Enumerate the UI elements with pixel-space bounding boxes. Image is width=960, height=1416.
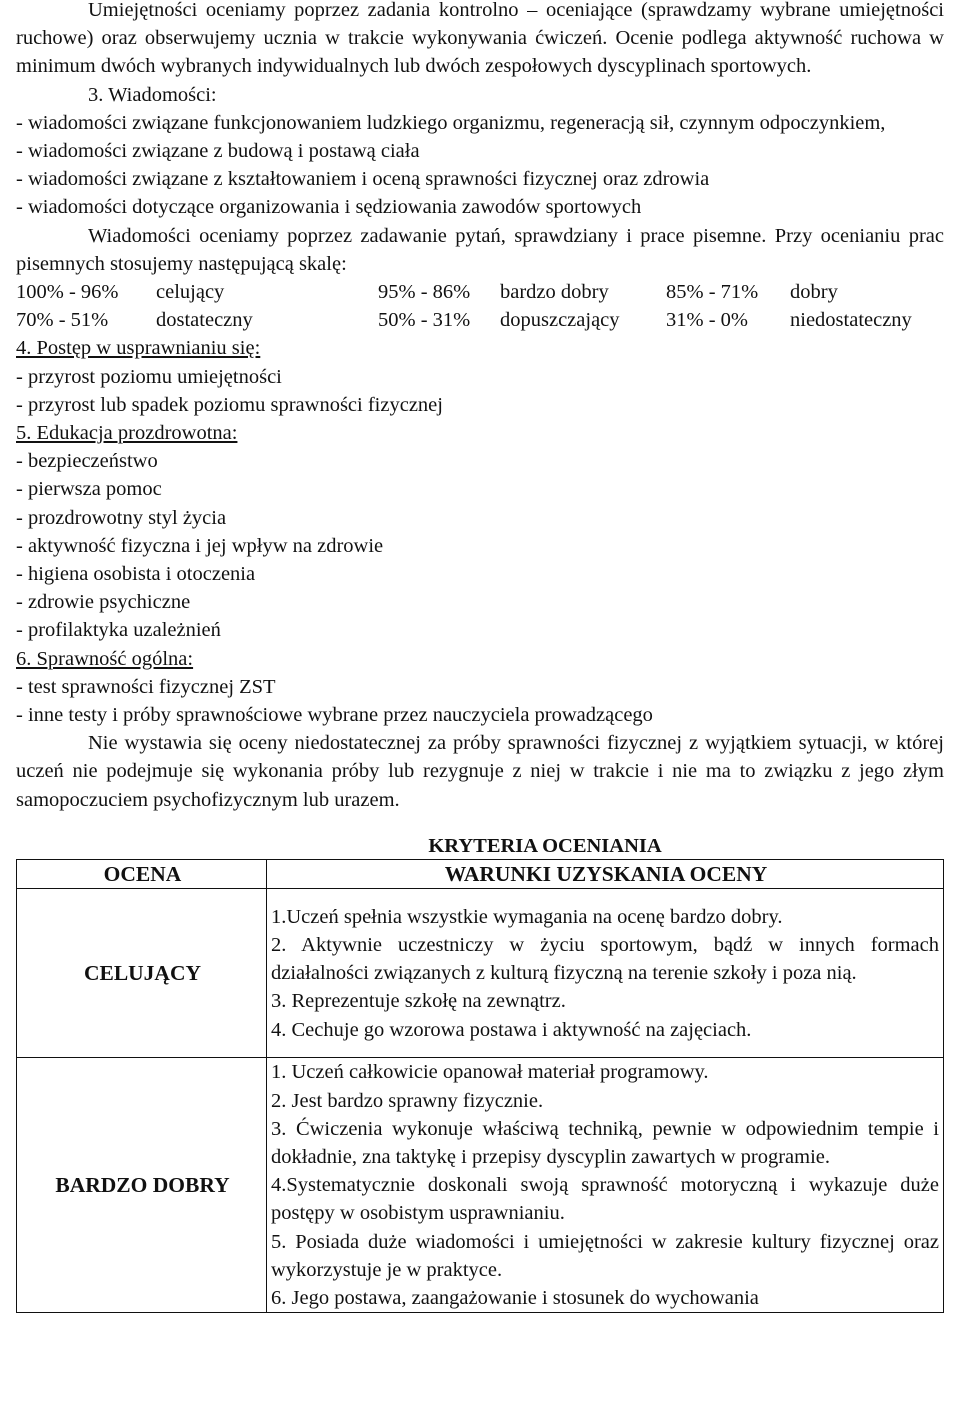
section-5-item: - bezpieczeństwo [16,450,158,473]
conditions-cell [267,889,944,1058]
section-5-item: - pierwsza pomoc [16,478,162,501]
grading-scale-row [16,278,944,306]
grade-cell: BARDZO DOBRY [17,1058,267,1313]
scale-range: 100% - 96% [16,281,119,304]
scale-grade: dobry [790,281,838,304]
column-header-grade: OCENA [17,860,267,889]
condition-item: 2. Aktywnie uczestniczy w życiu sportowym, bądź w innych formach działalności związanych z kulturą fizyczną na terenie szkoły i poza nią. [271,933,939,985]
section-5-item: - profilaktyka uzależnień [16,619,221,642]
condition-item: 1.Uczeń spełnia wszystkie wymagania na ocenę bardzo dobry. [271,905,783,928]
condition-item: 2. Jest bardzo sprawny fizycznie. [271,1089,544,1112]
scale-grade: bardzo dobry [500,281,609,304]
intro-paragraph: Umiejętności oceniamy poprzez zadania kontrolno – oceniające (sprawdzamy wybrane umiejętności ruchowe) oraz obserwujemy ucznia w trakcie wykonywania ćwiczeń. Ocenie podlega aktywność ruchowa w minimum dwóch wybranych indywidualnych lub dwóch zespołowych dyscyplinach sportowych. [16,0,944,78]
section-3-item: - wiadomości dotyczące organizowania i sędziowania zawodów sportowych [16,196,642,219]
document-page [16,0,944,1313]
section-4-heading: 4. Postęp w usprawnianiu się: [16,337,261,360]
section-4-item: - przyrost lub spadek poziomu sprawności fizycznej [16,393,443,416]
section-3-item: - wiadomości związane z kształtowaniem i oceną sprawności fizycznej oraz zdrowia [16,168,710,191]
grade-cell: CELUJĄCY [17,889,267,1058]
scale-range: 95% - 86% [378,281,471,304]
condition-item: 5. Posiada duże wiadomości i umiejętności w zakresie kultury fizycznej oraz wykorzystuje je w praktyce. [271,1230,939,1281]
column-header-conditions: WARUNKI UZYSKANIA OCENY [267,860,944,889]
conditions-cell [267,1058,944,1313]
section-3-heading: 3. Wiadomości: [88,83,217,106]
condition-item: 4. Cechuje go wzorowa postawa i aktywność na zajęciach. [271,1018,752,1041]
section-3-item: - wiadomości związane z budową i postawą ciała [16,140,420,163]
table-header-row [17,860,944,889]
grading-scale-row [16,306,944,334]
scale-range: 31% - 0% [666,309,748,332]
condition-item: 3. Ćwiczenia wykonuje właściwą techniką, pewnie w odpowiednim tempie i dokładnie, zna taktykę i przepisy dyscyplin zawartych w programie. [271,1117,939,1168]
condition-item: 6. Jego postawa, zaangażowanie i stosunek do wychowania [271,1286,759,1309]
section-5-heading: 5. Edukacja prozdrowotna: [16,422,238,445]
condition-item: 3. Reprezentuje szkołę na zewnątrz. [271,990,566,1013]
section-5-item: - zdrowie psychiczne [16,591,191,614]
section-5-item: - higiena osobista i otoczenia [16,563,256,586]
criteria-title: KRYTERIA OCENIANIA [428,834,662,857]
scale-grade: dostateczny [156,309,253,332]
section-4-item: - przyrost poziomu umiejętności [16,365,282,388]
scale-grade: celujący [156,281,225,304]
scale-range: 70% - 51% [16,309,109,332]
scale-range: 85% - 71% [666,281,759,304]
scale-grade: dopuszczający [500,309,620,332]
section-6-heading: 6. Sprawność ogólna: [16,647,194,670]
section-3-paragraph: Wiadomości oceniamy poprzez zadawanie pytań, sprawdziany i prace pisemne. Przy ocenianiu prac pisemnych stosujemy następującą skalę: [16,224,944,275]
condition-item: 4.Systematycznie doskonali swoją sprawność motoryczną i wykazuje duże postępy w osobistym usprawnianiu. [271,1174,939,1225]
section-6-item: - inne testy i próby sprawnościowe wybrane przez nauczyciela prowadzącego [16,704,653,727]
condition-item: 1. Uczeń całkowicie opanował materiał programowy. [271,1061,709,1084]
table-row [17,889,944,1058]
section-6-paragraph: Nie wystawia się oceny niedostatecznej za próby sprawności fizycznej z wyjątkiem sytuacji, w której uczeń nie podejmuje się wykonania próby lub rezygnuje z niej w trakcie i nie ma to związku z jego złym samopoczuciem psychofizycznym lub urazem. [16,732,944,811]
section-5-item: - prozdrowotny styl życia [16,506,227,529]
scale-grade: niedostateczny [790,309,912,332]
criteria-table [16,859,944,1313]
section-6-item: - test sprawności fizycznej ZST [16,675,276,698]
section-3-item: - wiadomości związane funkcjonowaniem ludzkiego organizmu, regeneracją sił, czynnym odpoczynkiem, [16,111,886,134]
scale-range: 50% - 31% [378,309,471,332]
table-row [17,1058,944,1313]
section-5-item: - aktywność fizyczna i jej wpływ na zdrowie [16,534,384,557]
